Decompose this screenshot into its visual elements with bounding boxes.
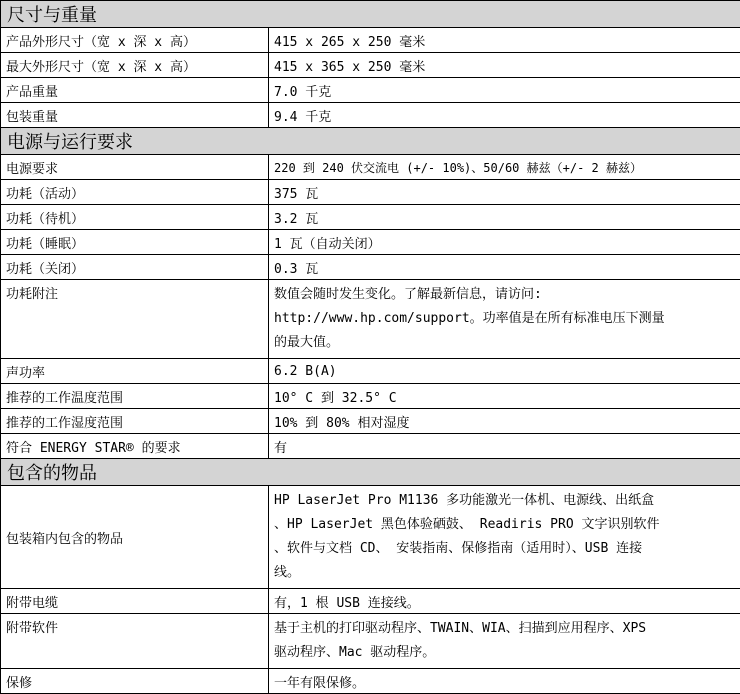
value-line: 、软件与文档 CD、 安装指南、保修指南（适用时）、USB 连接	[274, 537, 735, 561]
table-row	[1, 359, 740, 384]
row-value: 375 瓦	[269, 180, 740, 205]
row-value: 1 瓦（自动关闭）	[269, 230, 740, 255]
row-label: 符合 ENERGY STAR® 的要求	[1, 434, 269, 459]
table-row	[1, 78, 740, 103]
row-label: 电源要求	[1, 155, 269, 180]
row-label: 包装箱内包含的物品	[1, 486, 269, 589]
value-line: HP LaserJet Pro M1136 多功能激光一体机、电源线、出纸盒	[274, 489, 735, 513]
section-header-row	[1, 1, 740, 28]
row-value: 415 x 365 x 250 毫米	[269, 53, 740, 78]
table-row	[1, 434, 740, 459]
row-label: 附带电缆	[1, 589, 269, 614]
row-label: 产品外形尺寸（宽 x 深 x 高）	[1, 28, 269, 53]
table-row	[1, 28, 740, 53]
table-row	[1, 205, 740, 230]
table-row	[1, 255, 740, 280]
table-row	[1, 589, 740, 614]
row-value: 220 到 240 伏交流电 (+/- 10%)、50/60 赫兹（+/- 2 赫兹）	[269, 155, 740, 180]
section-header-row	[1, 459, 740, 486]
row-label: 包装重量	[1, 103, 269, 128]
table-row	[1, 230, 740, 255]
row-value	[269, 614, 740, 669]
row-value: 3.2 瓦	[269, 205, 740, 230]
table-row	[1, 409, 740, 434]
section-header-row	[1, 128, 740, 155]
row-value: 6.2 B(A)	[269, 359, 740, 384]
row-label: 最大外形尺寸（宽 x 深 x 高）	[1, 53, 269, 78]
row-label: 推荐的工作湿度范围	[1, 409, 269, 434]
row-value: 415 x 265 x 250 毫米	[269, 28, 740, 53]
value-line: 数值会随时发生变化。了解最新信息，请访问:	[274, 283, 735, 307]
value-line: 、HP LaserJet 黑色体验硒鼓、 Readiris PRO 文字识别软件	[274, 513, 735, 537]
row-label: 功耗（活动）	[1, 180, 269, 205]
row-label: 功耗（关闭）	[1, 255, 269, 280]
row-label: 功耗（待机）	[1, 205, 269, 230]
row-value	[269, 486, 740, 589]
row-value: 10° C 到 32.5° C	[269, 384, 740, 409]
row-value: 有	[269, 434, 740, 459]
table-row	[1, 103, 740, 128]
section-title: 尺寸与重量	[1, 1, 740, 28]
row-label: 功耗附注	[1, 280, 269, 359]
row-label: 产品重量	[1, 78, 269, 103]
value-line: 线。	[274, 561, 735, 585]
row-value	[269, 280, 740, 359]
row-label: 保修	[1, 669, 269, 694]
row-label: 附带软件	[1, 614, 269, 669]
table-row	[1, 155, 740, 180]
row-label: 声功率	[1, 359, 269, 384]
section-title: 包含的物品	[1, 459, 740, 486]
table-row	[1, 614, 740, 669]
row-value: 0.3 瓦	[269, 255, 740, 280]
row-value: 7.0 千克	[269, 78, 740, 103]
row-value: 9.4 千克	[269, 103, 740, 128]
value-line: 基于主机的打印驱动程序、TWAIN、WIA、扫描到应用程序、XPS	[274, 617, 735, 641]
table-row	[1, 384, 740, 409]
table-row	[1, 486, 740, 589]
row-value: 一年有限保修。	[269, 669, 740, 694]
table-row	[1, 669, 740, 694]
value-line: 的最大值。	[274, 331, 735, 355]
table-row	[1, 180, 740, 205]
value-line: http://www.hp.com/support。功率值是在所有标准电压下测量	[274, 307, 735, 331]
section-title: 电源与运行要求	[1, 128, 740, 155]
row-value: 10% 到 80% 相对湿度	[269, 409, 740, 434]
row-label: 推荐的工作温度范围	[1, 384, 269, 409]
row-label: 功耗（睡眠）	[1, 230, 269, 255]
value-line: 驱动程序、Mac 驱动程序。	[274, 641, 735, 665]
table-row	[1, 53, 740, 78]
row-value: 有，1 根 USB 连接线。	[269, 589, 740, 614]
table-row	[1, 280, 740, 359]
